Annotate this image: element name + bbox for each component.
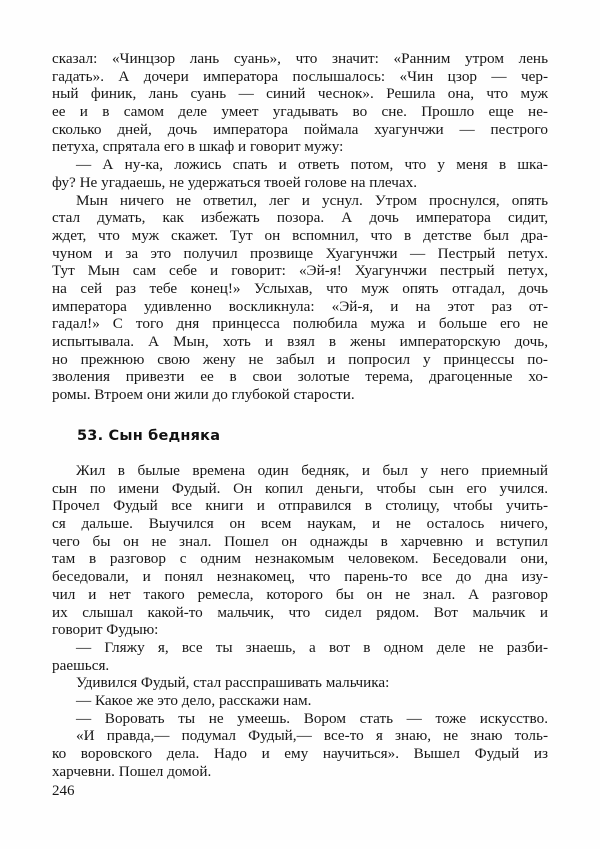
text-line: ждет, что муж скажет. Тут он вспомнил, что в детстве был дра-: [52, 226, 548, 244]
text-line: их слышал какой-то мальчик, что сидел рядом. Вот мальчик и: [52, 603, 548, 621]
text-line: — Гляжу я, все ты знаешь, а вот в одном деле не разби-: [76, 638, 548, 656]
text-line: ный финик, лань суань — синий чеснок». Решила она, что муж: [52, 85, 548, 103]
text-line: но прежнюю свою жену не забыл и попросил у принцессы по-: [52, 350, 548, 368]
text-line: гадать». А дочери императора послышалось: «Чин цзор — чер-: [52, 67, 548, 85]
text-line: петуха, спрятала его в шкаф и говорит мужу:: [52, 138, 344, 156]
text-line: там в разговор с одним незнакомым человеком. Беседовали они,: [52, 550, 548, 568]
text-line: на сей раз тебе конец!» Услыхав, что муж опять отгадал, дочь: [52, 279, 548, 297]
text-line: Удивился Фудый, стал расспрашивать мальчика:: [76, 674, 390, 692]
page-number: 246: [52, 783, 75, 799]
text-line: Тут Мын сам себе и говорит: «Эй-я! Хуагунчжи пестрый петух,: [52, 262, 548, 280]
text-line: ся дальше. Выучился он всем наукам, и не осталось ничего,: [52, 515, 548, 533]
text-line: чего бы он не знал. Пошел он однажды в харчевню и вступил: [52, 532, 548, 550]
text-line: фу? Не угадаешь, не удержаться твоей голове на плечах.: [52, 173, 418, 191]
story-section-body: [52, 462, 548, 780]
text-line: «И правда,— подумал Фудый,— все-то я знаю, не знаю толь-: [76, 727, 548, 745]
text-line: гадал!» С того дня принцесса полюбила мужа и больше его не: [52, 315, 548, 333]
text-line: раешься.: [52, 656, 110, 674]
text-line: императора удивленно воскликнула: «Эй-я, и на этот раз от-: [52, 297, 548, 315]
text-line: — Какое же это дело, расскажи нам.: [76, 691, 312, 709]
text-line: беседовали, и понял незнакомец, что парень-то все до дна изу-: [52, 568, 548, 586]
text-line: Мын ничего не ответил, лег и уснул. Утром проснулся, опять: [76, 191, 548, 209]
text-line: зволения привезти ее в свои золотые терема, драгоценные хо-: [52, 368, 548, 386]
text-line: Жил в былые времена один бедняк, и был у него приемный: [76, 462, 548, 479]
text-line: чил и нет такого ремесла, которого бы он не знал. А разговор: [52, 585, 548, 603]
text-line: ко воровского дела. Надо и ему научиться». Вышел Фудый из: [52, 745, 548, 762]
text-line: — Воровать ты не умеешь. Вором стать — тоже искусство.: [76, 709, 548, 727]
text-line: сказал: «Чинцзор лань суань», что значит: «Ранним утром лень: [52, 50, 548, 67]
text-line: чуном и за это получил прозвище Хуагунчжи — Пестрый петух.: [52, 244, 548, 262]
text-line: — А ну-ка, ложись спать и ответь потом, что у меня в шка-: [76, 156, 548, 174]
section-heading: 53. Сын бедняка: [77, 428, 221, 444]
text-line: стал думать, как избежать позора. А дочь императора сидит,: [52, 209, 548, 227]
text-line: харчевни. Пошел домой.: [52, 762, 212, 780]
text-line: Прочел Фудый все книги и отправился в столицу, чтобы учить-: [52, 497, 548, 515]
text-line: испытывала. А Мын, хоть и взял в жены императорскую дочь,: [52, 333, 548, 350]
text-line: сын по имени Фудый. Он копил деньги, чтобы сын его учился.: [52, 479, 548, 497]
text-line: ее и в самом деле умеет угадывать во сне. Прошло еще не-: [52, 103, 548, 121]
story-continuation: [52, 50, 548, 404]
text-line: говорит Фудыю:: [52, 621, 159, 639]
text-line: ромы. Втроем они жили до глубокой старости.: [52, 386, 355, 404]
text-line: сколько дней, дочь императора поймала хуагунчжи — пестрого: [52, 120, 548, 138]
